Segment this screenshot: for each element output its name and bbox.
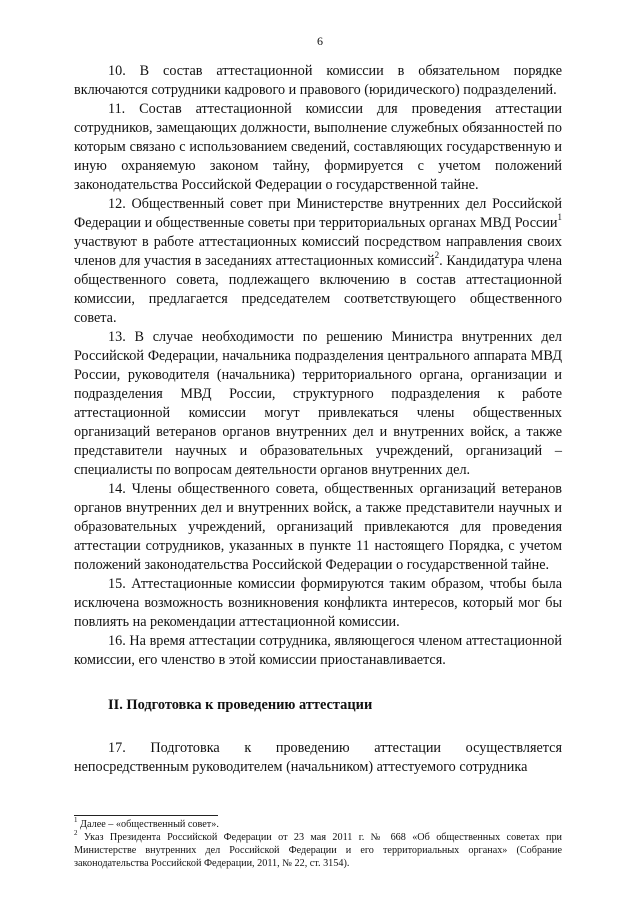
paragraph-13: 13. В случае необходимости по решению Министра внутренних дел Российской Федерации, начальника подразделения центрального аппарата МВД России, руководителя (начальника) территориального органа, организации и подразделения МВД России, структурного подразделения к работе аттестационной комиссии могут привлекаться члены общественных организаций ветеранов органов внутренних дел и внутренних войск, а также представители научных и образовательных учреждений, организаций – специалисты по вопросам деятельности органов внутренних дел. bbox=[74, 329, 562, 478]
paragraph-15: 15. Аттестационные комиссии формируются таким образом, чтобы была исключена возможность возникновения конфликта интересов, который мог бы повлиять на рекомендации аттестационной комиссии. bbox=[74, 576, 562, 630]
footnote-mark-1: 1 bbox=[74, 815, 78, 824]
paragraph-17: 17. Подготовка к проведению аттестации осуществляется непосредственным руководителем (начальником) аттестуемого сотрудника bbox=[74, 740, 562, 775]
paragraph-11: 11. Состав аттестационной комиссии для проведения аттестации сотрудников, замещающих должности, выполнение служебных обязанностей по которым связано с использованием сведений, составляющих государственную и иную охраняемую законом тайну, формируется с учетом положений законодательства Российской Федерации о государственной тайне. bbox=[74, 101, 562, 193]
paragraph-12-part1: 12. Общественный совет при Министерстве внутренних дел Российской Федерации и общественные советы при территориальных органах МВД России bbox=[74, 196, 562, 231]
footnote-ref-1: 1 bbox=[557, 212, 562, 223]
footnote-text-1: Далее – «общественный совет». bbox=[77, 819, 219, 830]
paragraph-12 bbox=[74, 195, 562, 328]
paragraph-16: 16. На время аттестации сотрудника, являющегося членом аттестационной комиссии, его членство в этой комиссии приостанавливается. bbox=[74, 633, 562, 668]
footnote-text-2: Указ Президента Российской Федерации от 23 мая 2011 г. № 668 «Об общественных советах при Министерстве внутренних дел Российской Федерации и его территориальных органах» (Собрание законодательства Российской Федерации, 2011, № 22, ст. 3154). bbox=[74, 832, 562, 869]
footnote-ref-2: 2 bbox=[434, 250, 440, 261]
paragraph-10: 10. В состав аттестационной комиссии в обязательном порядке включаются сотрудники кадрового и правового (юридического) подразделений. bbox=[74, 63, 562, 98]
page-number: 6 bbox=[317, 34, 323, 48]
footnotes bbox=[74, 815, 562, 870]
footnote-1 bbox=[74, 815, 562, 831]
section-heading: II. Подготовка к проведению аттестации bbox=[108, 697, 373, 713]
footnote-mark-2: 2 bbox=[74, 828, 78, 837]
footnote-divider bbox=[74, 815, 218, 816]
paragraph-12-part2: участвуют в работе аттестационных комиссий посредством направления своих членов для участия в заседаниях аттестационных комиссий bbox=[74, 234, 562, 269]
paragraph-12-part3: . Кандидатура члена общественного совета, подлежащего включению в состав аттестационной комиссии, предлагается председателем соответствующего общественного совета. bbox=[74, 253, 563, 326]
document-body bbox=[74, 62, 562, 777]
footnote-2 bbox=[74, 828, 562, 870]
paragraph-14: 14. Члены общественного совета, общественных организаций ветеранов органов внутренних дел и внутренних войск, а также представители научных и образовательных учреждений, организаций привлекаются для проведения аттестации сотрудников, указанных в пункте 11 настоящего Порядка, с учетом положений законодательства Российской Федерации о государственной тайне. bbox=[74, 481, 562, 573]
